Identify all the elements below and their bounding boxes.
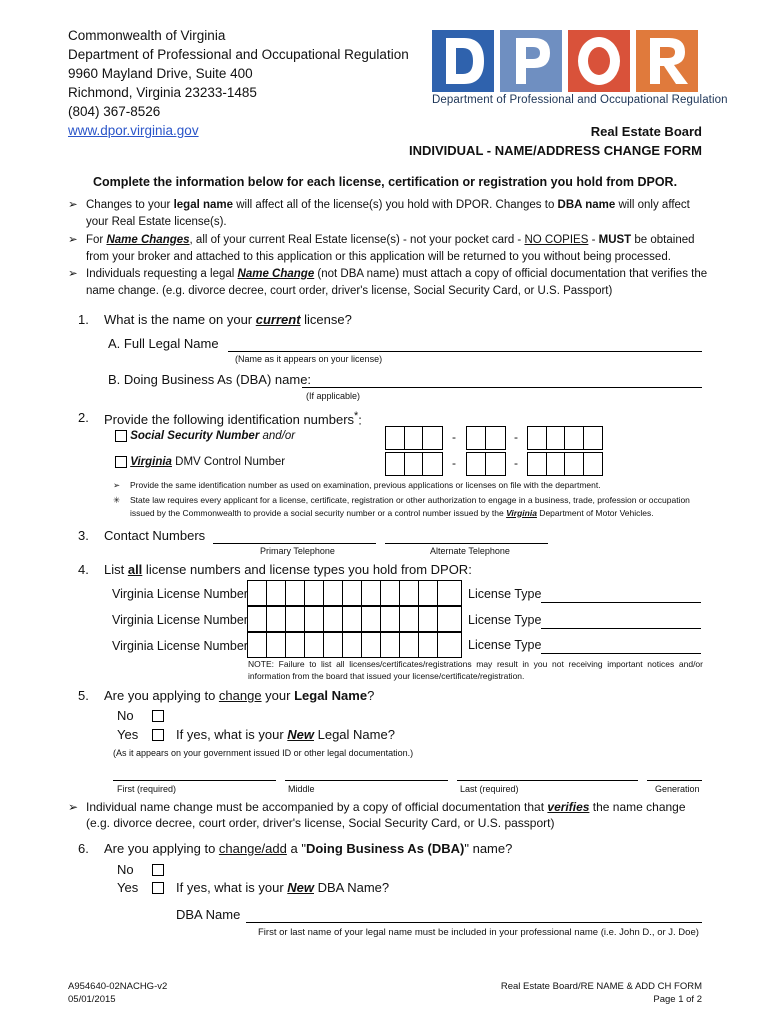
text-bold: Legal Name — [294, 688, 368, 703]
question-text: Contact Numbers — [104, 528, 206, 543]
no-label: No — [117, 708, 134, 723]
note-text: State law requires every applicant for a license, certificate, registration or other authorization to engage in a business, trade, profession or occupation issued by the Commonwealth to provide a social security number or a control number issued by the — [130, 495, 690, 518]
text: (not DBA name) must attach a copy of official documentation that verifies the name change. (e.g. divorce decree, court order, driver's license, Social Security Card, or U.S. Passport) — [86, 268, 708, 297]
text-emphasis: Virginia — [506, 507, 537, 518]
dash: - — [514, 456, 518, 470]
dmv-label: DMV Control Number — [171, 456, 286, 469]
logo-letter-p — [500, 30, 562, 92]
license-type-label: License Type — [468, 638, 542, 652]
generation-field[interactable] — [647, 780, 702, 781]
field-hint: Alternate Telephone — [430, 546, 510, 556]
logo-letter-r — [636, 30, 698, 92]
form-title: INDIVIDUAL - NAME/ADDRESS CHANGE FORM — [409, 143, 702, 158]
dba-name-label: B. Doing Business As (DBA) name: — [108, 372, 312, 387]
dmv-boxes-2[interactable] — [466, 452, 506, 476]
form-code: A954640-02NACHG-v2 — [68, 981, 168, 992]
dash: - — [452, 456, 456, 470]
ssn-checkbox[interactable] — [115, 430, 127, 442]
question-number: 4. — [78, 562, 89, 577]
field-hint: Generation — [655, 784, 700, 794]
dmv-checkbox[interactable] — [115, 456, 127, 468]
form-name: Real Estate Board/RE NAME & ADD CH FORM — [500, 981, 702, 992]
logo-letter-o — [568, 30, 630, 92]
footer-right — [501, 980, 702, 1006]
dmv-option — [115, 456, 285, 468]
license-number-label: Virginia License Number — [112, 587, 248, 601]
text-underline: change — [218, 688, 262, 703]
question-4 — [78, 562, 472, 577]
text: the name change (e.g. divorce decree, court order, driver's license, Social Security Card, or U.S. passport) — [86, 800, 686, 830]
dba-name-label: DBA Name — [176, 907, 241, 922]
field-hint: Last (required) — [460, 784, 519, 794]
ssn-group-boxes[interactable] — [466, 426, 506, 450]
bullet-name-changes — [68, 232, 708, 265]
asterisk-icon: ✳ — [113, 495, 121, 505]
form-heading — [409, 122, 702, 160]
license-number-label: Virginia License Number — [112, 639, 248, 653]
logo-letter-d — [432, 30, 494, 92]
alternate-phone-field[interactable] — [385, 543, 548, 544]
text-emphasis: Virginia — [130, 456, 172, 469]
dmv-boxes-3[interactable] — [527, 452, 603, 476]
ssn-label: Social Security Number — [130, 430, 260, 443]
logo-subtitle: Department of Professional and Occupational Regulation — [432, 94, 728, 106]
board-name: Real Estate Board — [590, 124, 702, 139]
license-note: NOTE: Failure to list all licenses/certificates/registrations may result in you not receiving important notices and/or information from the board that issued your license/certificate/registration. — [248, 659, 703, 681]
text-bold: DBA name — [557, 199, 616, 211]
arrow-bullet-icon: ➢ — [68, 199, 78, 211]
middle-name-field[interactable] — [285, 780, 448, 781]
id-note — [113, 479, 708, 491]
license-type-field[interactable] — [541, 602, 701, 603]
new-dba-name-field[interactable] — [246, 922, 702, 923]
field-hint: (Name as it appears on your license) — [235, 354, 383, 364]
text: and/or — [259, 430, 296, 443]
text: Individual name change must be accompanied by a copy of official documentation that — [86, 800, 548, 814]
dpor-logo — [430, 26, 728, 112]
text-bold: Doing Business As (DBA) — [305, 841, 465, 856]
ssn-option — [115, 430, 295, 442]
yes-label: Yes — [117, 880, 139, 895]
license-number-boxes[interactable] — [247, 606, 462, 632]
text: will affect all of the license(s) you hold with DPOR. Changes to — [233, 199, 558, 211]
dba-name-field[interactable] — [302, 387, 702, 388]
question-text: license numbers and license types you hold from DPOR: — [142, 562, 472, 577]
text: - — [588, 234, 599, 246]
bullet-documentation — [68, 266, 708, 299]
arrow-bullet-icon: ➢ — [68, 234, 78, 246]
question-text: " name? — [464, 841, 513, 856]
question-text: license? — [300, 312, 352, 327]
website-link[interactable]: www.dpor.virginia.gov — [68, 123, 199, 138]
text: DBA Name? — [314, 880, 390, 895]
address-line: (804) 367-8526 — [68, 104, 161, 119]
full-legal-name-label: A. Full Legal Name — [108, 336, 219, 351]
q6-yes-checkbox[interactable] — [152, 882, 164, 894]
address-line: Department of Professional and Occupational Regulation — [68, 47, 409, 62]
q5-no-checkbox[interactable] — [152, 710, 164, 722]
new-legal-name-prompt — [176, 727, 395, 742]
full-legal-name-field[interactable] — [228, 351, 702, 352]
license-number-boxes[interactable] — [247, 580, 462, 606]
license-type-field[interactable] — [541, 653, 701, 654]
question-6 — [78, 841, 512, 856]
dash: - — [514, 430, 518, 444]
state-law-note — [113, 494, 708, 519]
address-line: Commonwealth of Virginia — [68, 28, 226, 43]
question-number: 5. — [78, 688, 89, 703]
license-number-boxes[interactable] — [247, 632, 462, 658]
text: If yes, what is your — [176, 880, 288, 895]
question-5 — [78, 688, 374, 703]
question-3 — [78, 528, 205, 543]
text-emphasis: verifies — [547, 800, 590, 814]
question-number: 1. — [78, 312, 89, 327]
text-emphasis: Name Changes — [106, 234, 190, 246]
dash: - — [452, 430, 456, 444]
question-text: Provide the following identification numbers — [104, 412, 355, 428]
license-type-label: License Type — [468, 613, 542, 627]
field-hint: (If applicable) — [306, 391, 361, 401]
page-number: Page 1 of 2 — [653, 994, 702, 1005]
question-number: 6. — [78, 841, 89, 856]
question-text: Are you applying to — [104, 841, 219, 856]
text-bold-underline: all — [127, 562, 143, 577]
new-dba-name-prompt — [176, 880, 389, 895]
text-emphasis: Name Change — [237, 268, 315, 280]
last-name-field[interactable] — [457, 780, 638, 781]
question-text: ? — [367, 688, 375, 703]
field-hint: First (required) — [117, 784, 177, 794]
note-text: Provide the same identification number as used on examination, previous applications or licenses on file with the department. — [130, 480, 601, 490]
text: be obtained from your broker and attached to this application or this application will be returned to you without being processed. — [86, 234, 695, 263]
form-date: 05/01/2015 — [68, 994, 116, 1005]
field-hint: Middle — [288, 784, 315, 794]
text-emphasis: New — [287, 727, 314, 742]
dmv-boxes-1[interactable] — [385, 452, 443, 476]
text: will only affect your Real Estate license(s). — [86, 199, 690, 228]
license-type-field[interactable] — [541, 628, 701, 629]
question-1 — [78, 312, 718, 327]
question-text: Are you applying to — [104, 688, 219, 703]
text-bold: MUST — [598, 234, 632, 246]
arrow-bullet-icon: ➢ — [113, 480, 121, 490]
q6-no-checkbox[interactable] — [152, 864, 164, 876]
address-line: 9960 Mayland Drive, Suite 400 — [68, 66, 253, 81]
instruction-text: Complete the information below for each license, certification or registration you hold from DPOR. — [92, 175, 678, 189]
question-text: What is the name on your — [104, 312, 256, 327]
text: , all of your current Real Estate license(s) - not your pocket card - — [189, 234, 525, 246]
footnote-marker: * — [354, 410, 359, 422]
text: Changes to your — [86, 199, 174, 211]
ssn-serial-boxes[interactable] — [527, 426, 603, 450]
text-emphasis: New — [287, 880, 314, 895]
question-text: a " — [286, 841, 306, 856]
bullet-official-docs — [68, 799, 710, 831]
text: Legal Name? — [314, 727, 395, 742]
agency-address — [68, 26, 409, 140]
question-number: 2. — [78, 410, 89, 425]
arrow-bullet-icon: ➢ — [68, 800, 79, 814]
yes-label: Yes — [117, 727, 139, 742]
primary-phone-field[interactable] — [213, 543, 376, 544]
question-text: List — [104, 562, 128, 577]
note-text: Department of Motor Vehicles. — [536, 507, 654, 518]
text: If yes, what is your — [176, 727, 288, 742]
text-bold: legal name — [173, 199, 234, 211]
no-label: No — [117, 862, 134, 877]
license-type-label: License Type — [468, 587, 542, 601]
arrow-bullet-icon: ➢ — [68, 268, 78, 280]
field-hint: Primary Telephone — [260, 546, 335, 556]
question-2 — [78, 410, 362, 427]
ssn-area-boxes[interactable] — [385, 426, 443, 450]
text-underline: change/add — [218, 841, 287, 856]
text: Individuals requesting a legal — [86, 268, 238, 280]
first-name-field[interactable] — [113, 780, 276, 781]
question-text: your — [261, 688, 295, 703]
license-number-label: Virginia License Number — [112, 613, 248, 627]
text-underline: NO COPIES — [524, 234, 589, 246]
field-hint: First or last name of your legal name must be included in your professional name (i.e. John D., or J. Doe) — [258, 927, 699, 938]
footer-left — [68, 980, 167, 1006]
text: For — [86, 234, 107, 246]
address-line: Richmond, Virginia 23233-1485 — [68, 85, 257, 100]
bullet-legal-name — [68, 197, 708, 230]
question-text: : — [358, 412, 362, 428]
text-emphasis: current — [255, 312, 301, 327]
q5-yes-checkbox[interactable] — [152, 729, 164, 741]
field-hint: (As it appears on your government issued ID or other legal documentation.) — [113, 748, 414, 758]
question-number: 3. — [78, 528, 89, 543]
